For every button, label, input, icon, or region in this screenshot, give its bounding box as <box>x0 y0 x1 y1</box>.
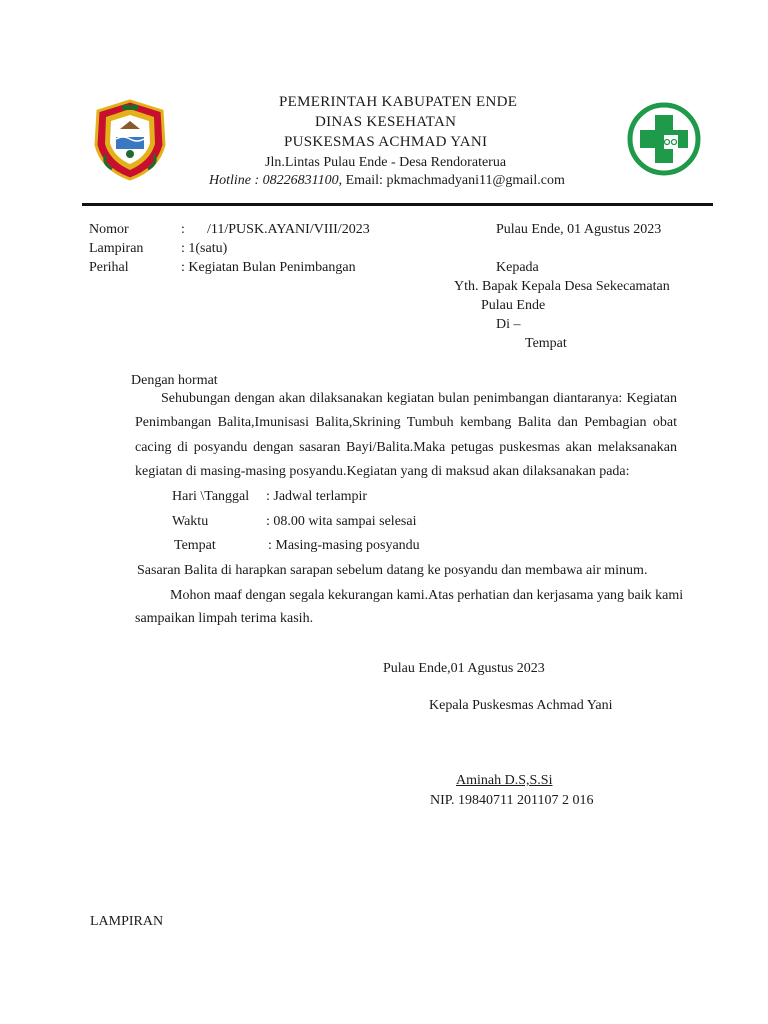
detail-value-time: : 08.00 wita sampai selesai <box>266 514 417 529</box>
detail-value-place: : Masing-masing posyandu <box>268 538 420 553</box>
header-government: PEMERINTAH KABUPATEN ENDE <box>279 94 518 110</box>
hotline-label: Hotline <box>209 173 251 188</box>
detail-label-time: Waktu <box>172 514 209 529</box>
signature-name: Aminah D.S,S.Si <box>456 773 553 788</box>
health-logo <box>626 101 702 177</box>
recipient-di: Di – <box>496 317 521 332</box>
signature-title: Kepala Puskesmas Achmad Yani <box>429 698 613 713</box>
perihal-label: Perihal <box>89 260 129 275</box>
detail-label-place: Tempat <box>174 538 216 553</box>
header-department: DINAS KESEHATAN <box>315 114 457 130</box>
recipient-tempat: Tempat <box>525 336 567 351</box>
paragraph-1-line-4: kegiatan di masing-masing posyandu.Kegiatan yang di maksud akan dilaksanakan pada: <box>135 464 630 479</box>
nomor-colon: : <box>181 222 185 237</box>
lampiran-heading: LAMPIRAN <box>90 914 164 929</box>
lampiran-label: Lampiran <box>89 241 144 256</box>
nomor-value: /11/PUSK.AYANI/VIII/2023 <box>207 222 370 237</box>
header-rule <box>82 203 713 206</box>
detail-value-date: : Jadwal terlampir <box>266 489 368 504</box>
salutation: Dengan hormat <box>131 373 218 388</box>
perihal-value: : Kegiatan Bulan Penimbangan <box>181 260 356 275</box>
paragraph-3-line-2: sampaikan limpah terima kasih. <box>135 611 314 626</box>
paragraph-1-line-1: Sehubungan dengan akan dilaksanakan kegiatan bulan penimbangan diantaranya: Kegiatan <box>161 391 677 406</box>
lampiran-value: : 1(satu) <box>181 241 228 256</box>
email-address: , Email: pkmachmadyani11@gmail.com <box>338 173 565 188</box>
header-address: Jln.Lintas Pulau Ende - Desa Rendoraterua <box>265 155 507 170</box>
signature-nip: NIP. 19840711 201107 2 016 <box>430 793 594 808</box>
paragraph-3-line-1: Mohon maaf dengan segala kekurangan kami.Atas perhatian dan kerjasama yang baik kami <box>170 588 684 603</box>
nomor-label: Nomor <box>89 222 129 237</box>
paragraph-1-line-2: Penimbangan Balita,Imunisasi Balita,Skrining Tumbuh kembang Balita dan Pembagian obat <box>135 415 677 430</box>
signature-date: Pulau Ende,01 Agustus 2023 <box>383 661 545 676</box>
recipient-name: Yth. Bapak Kepala Desa Sekecamatan <box>454 279 670 294</box>
regency-emblem <box>92 99 168 181</box>
header-contact <box>209 173 565 189</box>
recipient-kepada: Kepada <box>496 260 539 275</box>
paragraph-1-line-3: cacing di posyandu dengan sasaran Bayi/Balita.Maka petugas puskesmas akan melaksanakan <box>135 440 677 455</box>
letter-date: Pulau Ende, 01 Agustus 2023 <box>496 222 662 237</box>
header-clinic: PUSKESMAS ACHMAD YANI <box>284 134 488 150</box>
hotline-number: : 08226831100 <box>251 173 339 188</box>
detail-label-date: Hari \Tanggal <box>172 489 250 504</box>
recipient-place: Pulau Ende <box>481 298 546 313</box>
paragraph-2: Sasaran Balita di harapkan sarapan sebelum datang ke posyandu dan membawa air minum. <box>137 563 648 578</box>
